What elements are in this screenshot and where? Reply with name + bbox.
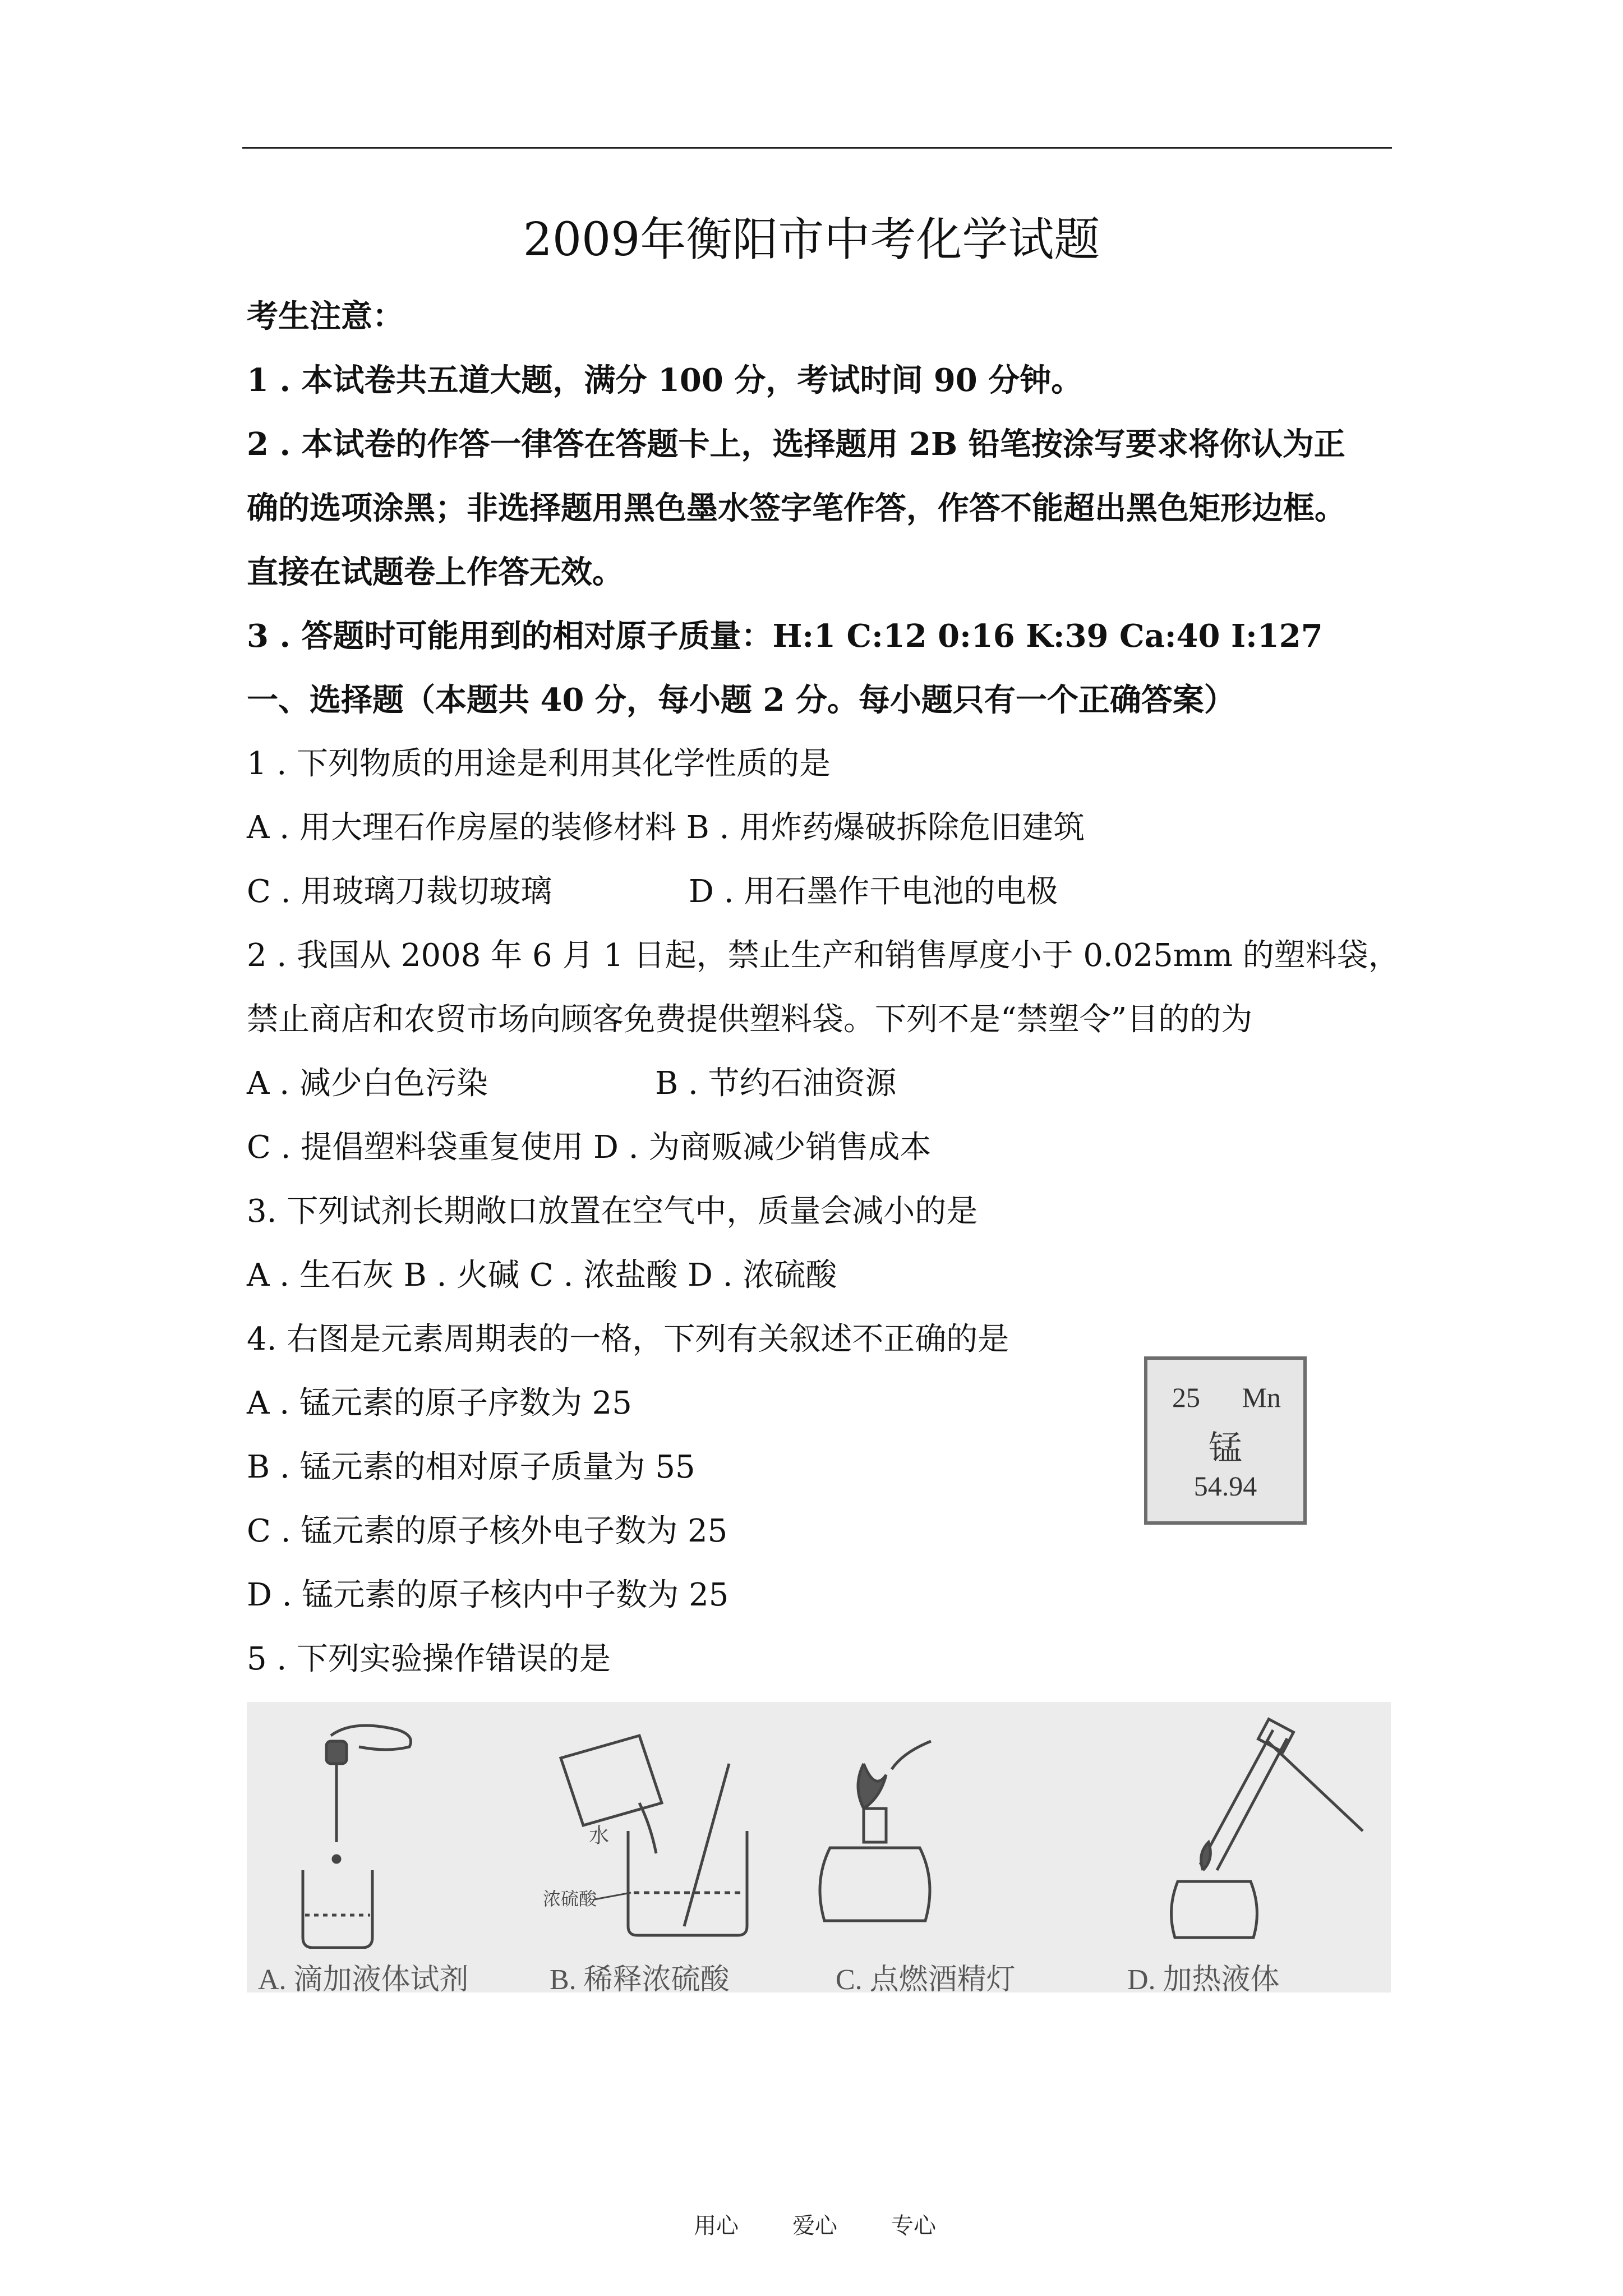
notice-item-2: 2 . 本试卷的作答一律答在答题卡上，选择题用 2B 铅笔按涂写要求将你认为正 <box>247 426 1345 463</box>
atomic-number: 25 <box>1172 1382 1200 1413</box>
q2-stem: 2 . 我国从 2008 年 6 月 1 日起，禁止生产和销售厚度小于 0.025mm 的塑料袋， <box>247 937 1400 974</box>
q4-option-a: A . 锰元素的原子序数为 25 <box>247 1385 632 1421</box>
notice-item-2-cont: 确的选项涂黑；非选择题用黑色墨水签字笔作答，作答不能超出黑色矩形边框。 <box>247 490 1346 527</box>
notice-item-3: 3 . 答题时可能用到的相对原子质量：H:1 C:12 0:16 K:39 Ca:40 I:127 <box>247 618 1323 655</box>
heating-illustration <box>1172 1719 1363 1938</box>
water-label: 水 <box>589 1824 610 1847</box>
element-symbol: Mn <box>1242 1382 1281 1413</box>
notice-item-1: 1 . 本试卷共五道大题，满分 100 分，考试时间 90 分钟。 <box>247 362 1083 399</box>
q2-option-a: A . 减少白色污染 <box>247 1065 488 1102</box>
experiment-figure <box>247 1702 1391 1996</box>
caption-a: A. 滴加液体试剂 <box>258 1964 469 1996</box>
q1-option-c: C . 用玻璃刀裁切玻璃 <box>247 873 552 910</box>
notice-heading: 考生注意： <box>247 298 404 335</box>
dropper-illustration <box>303 1726 411 1948</box>
q2-stem-cont: 禁止商店和农贸市场向顾客免费提供塑料袋。下列不是“禁塑令”目的的为 <box>247 1001 1253 1038</box>
q2-options-cd: C . 提倡塑料袋重复使用 D . 为商贩减少销售成本 <box>247 1129 932 1166</box>
footer-text-3: 专心 <box>891 2213 936 2239</box>
periodic-table-cell <box>1144 1356 1307 1525</box>
header-rule <box>242 147 1392 149</box>
q4-stem: 4. 右图是元素周期表的一格，下列有关叙述不正确的是 <box>247 1321 1009 1358</box>
atomic-mass: 54.94 <box>1193 1470 1257 1502</box>
acid-label: 浓硫酸 <box>543 1889 597 1909</box>
q2-option-b: B . 节约石油资源 <box>655 1065 897 1102</box>
page-title: 2009年衡阳市中考化学试题 <box>523 213 1100 266</box>
alcohol-lamp-illustration <box>820 1741 931 1921</box>
q3-stem: 3. 下列试剂长期敞口放置在空气中，质量会减小的是 <box>247 1193 978 1230</box>
element-name: 锰 <box>1209 1430 1242 1467</box>
caption-b: B. 稀释浓硫酸 <box>550 1964 730 1996</box>
caption-d: D. 加热液体 <box>1127 1964 1280 1996</box>
lab-illustrations <box>247 1702 1391 1949</box>
q1-option-d: D . 用石墨作干电池的电极 <box>689 873 1058 910</box>
q1-options-ab: A . 用大理石作房屋的装修材料 B . 用炸药爆破拆除危旧建筑 <box>247 809 1085 846</box>
notice-item-2-end: 直接在试题卷上作答无效。 <box>247 554 624 591</box>
q3-options: A . 生石灰 B . 火碱 C . 浓盐酸 D . 浓硫酸 <box>247 1257 837 1294</box>
footer-text-1: 用心 <box>694 2213 739 2239</box>
q4-option-d: D . 锰元素的原子核内中子数为 25 <box>247 1577 729 1613</box>
section-heading: 一、选择题（本题共 40 分，每小题 2 分。每小题只有一个正确答案） <box>247 682 1235 719</box>
q5-stem: 5 . 下列实验操作错误的是 <box>247 1641 611 1677</box>
footer-text-2: 爱心 <box>792 2213 837 2239</box>
q4-option-b: B . 锰元素的相对原子质量为 55 <box>247 1449 695 1485</box>
q1-stem: 1 . 下列物质的用途是利用其化学性质的是 <box>247 746 831 782</box>
q4-option-c: C . 锰元素的原子核外电子数为 25 <box>247 1513 728 1549</box>
caption-c: C. 点燃酒精灯 <box>836 1964 1016 1996</box>
